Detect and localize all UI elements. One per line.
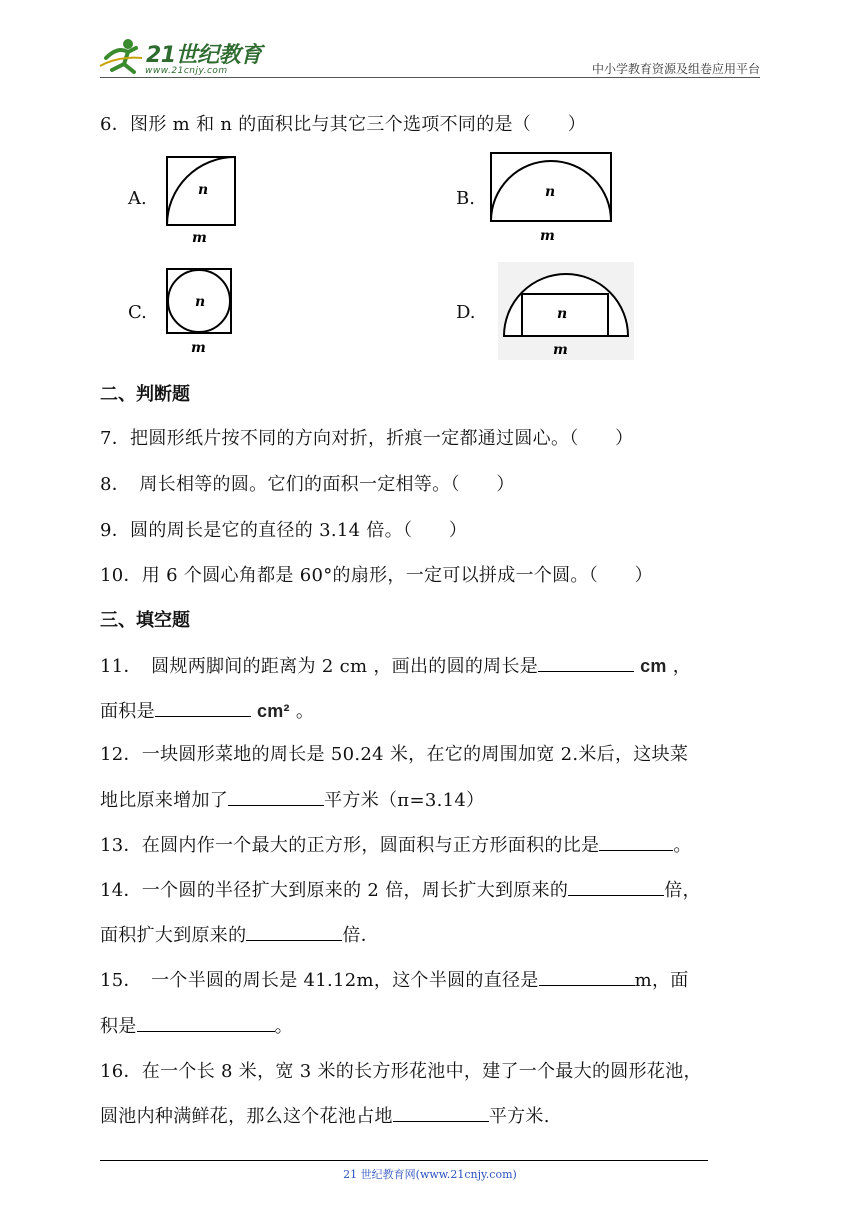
answer-blank[interactable] <box>228 805 324 806</box>
q16-text-b: 圆池内种满鲜花，那么这个花池占地 <box>100 1106 393 1127</box>
option-a-label: A. <box>128 188 147 209</box>
answer-blank[interactable] <box>538 671 634 672</box>
question-15-line2 <box>100 1012 293 1038</box>
label-m: m <box>553 342 568 358</box>
answer-blank[interactable] <box>246 940 342 941</box>
option-d-label: D. <box>456 302 476 323</box>
q12-text-c: 平方米（π=3.14） <box>324 790 485 811</box>
platform-title: 中小学教育资源及组卷应用平台 <box>591 62 760 76</box>
answer-blank[interactable] <box>155 716 251 717</box>
answer-blank[interactable] <box>539 985 635 986</box>
q16-text-c: 平方米. <box>488 1106 550 1127</box>
question-15-line1 <box>100 966 689 992</box>
figure-a <box>164 154 240 244</box>
question-9: 9．圆的周长是它的直径的 3.14 倍。（ ） <box>100 520 468 541</box>
footer-text: 21 世纪教育网(www.21cnjy.com) <box>343 1168 517 1181</box>
question-8: 8． 周长相等的圆。它们的面积一定相等。（ ） <box>100 474 515 495</box>
figure-d <box>498 262 634 360</box>
question-12-line1: 12．一块圆形菜地的周长是 50.24 米，在它的周围加宽 2.米后，这块菜 <box>100 744 689 765</box>
figure-b <box>488 150 614 244</box>
label-m: m <box>191 340 206 356</box>
unit-cm: cm <box>640 656 667 676</box>
section-3-heading: 三、填空题 <box>100 610 190 631</box>
q11-text-a: 11． 圆规两脚间的距离为 2 cm ，画出的圆的周长是 <box>100 656 539 677</box>
q12-text-b: 地比原来增加了 <box>100 790 229 811</box>
label-n: n <box>198 182 209 198</box>
option-c-label: C. <box>128 302 147 323</box>
runner-icon <box>98 36 146 76</box>
question-14-line2 <box>100 921 379 947</box>
q14-text-a: 14．一个圆的半径扩大到原来的 2 倍，周长扩大到原来的 <box>100 880 569 901</box>
q15-text-c: 积是 <box>100 1016 137 1037</box>
label-n: n <box>557 306 568 322</box>
question-16-line1: 16．在一个长 8 米，宽 3 米的长方形花池中，建了一个最大的圆形花池， <box>100 1061 702 1082</box>
q15-text-a: 15． 一个半圆的周长是 41.12m，这个半圆的直径是 <box>100 970 539 991</box>
question-16-line2 <box>100 1102 550 1128</box>
label-m: m <box>192 230 207 244</box>
question-11-line2 <box>100 697 314 723</box>
label-n: n <box>195 294 206 310</box>
question-10: 10．用 6 个圆心角都是 60°的扇形，一定可以拼成一个圆。（ ） <box>100 565 653 586</box>
figure-c <box>164 266 236 356</box>
unit-cm2: cm² <box>256 701 290 721</box>
question-12-line2 <box>100 786 484 812</box>
q13-text-b: 。 <box>673 835 692 856</box>
header-divider <box>100 77 760 78</box>
q14-text-d: 倍． <box>342 925 380 946</box>
q11-text-c: 面积是 <box>100 701 155 722</box>
q11-text-d: 。 <box>295 701 315 722</box>
q14-text-c: 面积扩大到原来的 <box>100 925 247 946</box>
q13-text-a: 13．在圆内作一个最大的正方形，圆面积与正方形面积的比是 <box>100 835 600 856</box>
logo-url: www.21cnjy.com <box>145 66 228 76</box>
label-m: m <box>540 228 555 244</box>
q14-text-b: 倍， <box>664 880 701 901</box>
logo-main: 21世纪教育 <box>146 43 262 68</box>
section-2-heading: 二、判断题 <box>100 384 190 405</box>
q11-text-b: ， <box>672 656 692 677</box>
question-13 <box>100 831 692 857</box>
answer-blank[interactable] <box>599 850 673 851</box>
answer-blank[interactable] <box>137 1031 275 1032</box>
answer-blank[interactable] <box>393 1121 489 1122</box>
footer-divider <box>100 1160 708 1161</box>
answer-blank[interactable] <box>568 895 664 896</box>
question-11-line1 <box>100 652 691 678</box>
q15-text-b: m，面 <box>634 970 689 991</box>
question-6-stem: 6．图形 m 和 n 的面积比与其它三个选项不同的是（ ） <box>100 114 586 135</box>
option-b-label: B. <box>456 188 475 209</box>
label-n: n <box>545 184 556 200</box>
question-14-line1 <box>100 876 701 902</box>
question-7: 7．把圆形纸片按不同的方向对折，折痕一定都通过圆心。（ ） <box>100 428 634 449</box>
q15-text-d: 。 <box>274 1016 293 1037</box>
